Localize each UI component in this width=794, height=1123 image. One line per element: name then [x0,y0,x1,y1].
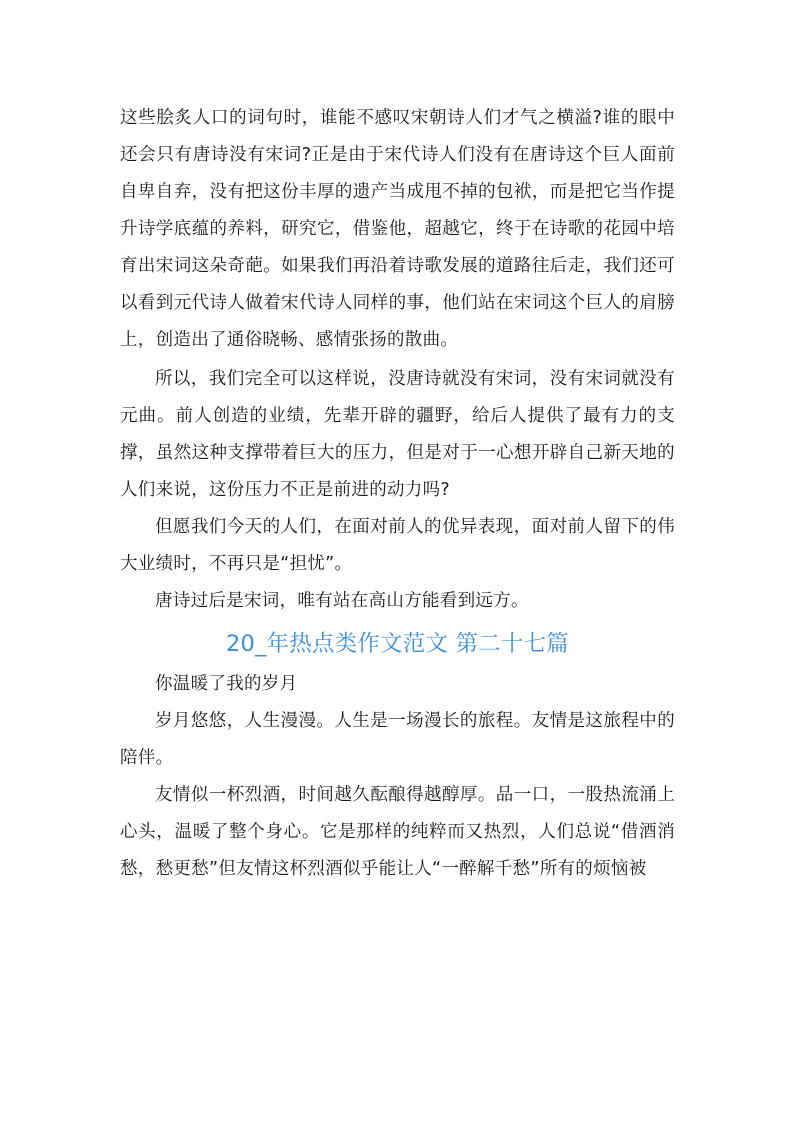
section-heading: 20_年热点类作文范文 第二十七篇 [226,631,569,657]
essay-title-line: 你温暖了我的岁月 [155,674,298,694]
document-body [120,100,675,888]
paragraph: 但愿我们今天的人们，在面对前人的优异表现，面对前人留下的伟大业绩时，不再只是“担忧”。 [120,517,675,574]
paragraph-continued: 这些脍炙人口的词句时，谁能不感叹宋朝诗人们才气之横溢?谁的眼中还会只有唐诗没有宋词?正是由于宋代诗人们没有在唐诗这个巨人面前自卑自弃，没有把这份丰厚的遗产当成甩不掉的包袱，而是把它当作提升诗学底蕴的养料，研究它，借鉴他，超越它，终于在诗歌的花园中培育出宋词这朵奇葩。如果我们再沿着诗歌发展的道路往后走，我们还可以看到元代诗人做着宋代诗人同样的事，他们站在宋词这个巨人的肩膀上，创造出了通俗晓畅、感情张扬的散曲。 [120,108,675,350]
paragraph: 岁月悠悠，人生漫漫。人生是一场漫长的旅程。友情是这旅程中的陪伴。 [120,711,675,768]
paragraph: 友情似一杯烈酒，时间越久酝酿得越醇厚。品一口，一股热流涌上心头，温暖了整个身心。它是那样的纯粹而又热烈，人们总说“借酒消愁，愁更愁”但友情这杯烈酒似乎能让人“一醉解千愁”所有的烦恼被 [120,785,675,879]
paragraph: 所以，我们完全可以这样说，没唐诗就没有宋词，没有宋词就没有元曲。前人创造的业绩，先辈开辟的疆野，给后人提供了最有力的支撑，虽然这种支撑带着巨大的压力，但是对于一心想开辟自己新天地的人们来说，这份压力不正是前进的动力吗? [120,369,675,500]
paragraph: 唐诗过后是宋词，唯有站在高山方能看到远方。 [155,591,529,611]
